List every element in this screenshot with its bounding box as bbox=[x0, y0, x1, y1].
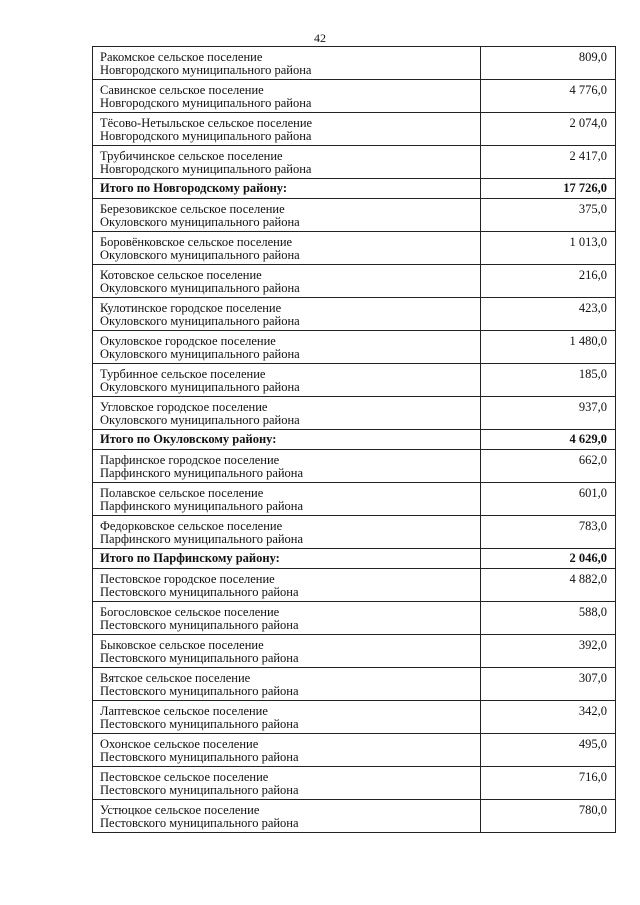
settlement-name bbox=[93, 80, 481, 113]
settlement-name bbox=[93, 364, 481, 397]
settlement-name-line: Лаптевское сельское поселение bbox=[100, 704, 268, 718]
allocation-amount: 937,0 bbox=[481, 397, 616, 430]
settlement-name bbox=[93, 483, 481, 516]
page-number: 42 bbox=[314, 31, 326, 45]
allocation-amount: 783,0 bbox=[481, 516, 616, 549]
settlement-name bbox=[93, 331, 481, 364]
district-total-label: Итого по Новгородскому району: bbox=[93, 179, 481, 199]
municipal-district-line: Парфинского муниципального района bbox=[100, 499, 304, 513]
municipal-district-line: Окуловского муниципального района bbox=[100, 281, 300, 295]
settlement-row bbox=[93, 113, 616, 146]
settlement-name bbox=[93, 47, 481, 80]
settlement-name bbox=[93, 569, 481, 602]
settlement-name bbox=[93, 397, 481, 430]
settlement-name-line: Охонское сельское поселение bbox=[100, 737, 259, 751]
allocation-amount: 375,0 bbox=[481, 199, 616, 232]
allocation-amount: 392,0 bbox=[481, 635, 616, 668]
district-total-row bbox=[93, 549, 616, 569]
settlement-row bbox=[93, 331, 616, 364]
settlement-name-line: Савинское сельское поселение bbox=[100, 83, 264, 97]
settlement-row bbox=[93, 397, 616, 430]
municipal-district-line: Окуловского муниципального района bbox=[100, 380, 300, 394]
municipal-district-line: Пестовского муниципального района bbox=[100, 816, 299, 830]
settlement-name-line: Березовикское сельское поселение bbox=[100, 202, 285, 216]
settlement-name-line: Кулотинское городское поселение bbox=[100, 301, 282, 315]
district-total-row bbox=[93, 179, 616, 199]
total-amount: 4 629,0 bbox=[481, 430, 616, 450]
municipal-district-line: Парфинского муниципального района bbox=[100, 466, 304, 480]
municipal-district-line: Окуловского муниципального района bbox=[100, 413, 300, 427]
settlement-row bbox=[93, 483, 616, 516]
settlement-row bbox=[93, 199, 616, 232]
allocation-amount: 662,0 bbox=[481, 450, 616, 483]
settlement-name-line: Быковское сельское поселение bbox=[100, 638, 264, 652]
settlement-row bbox=[93, 767, 616, 800]
settlement-name-line: Боровёнковское сельское поселение bbox=[100, 235, 293, 249]
settlement-name bbox=[93, 113, 481, 146]
settlement-name-line: Федорковское сельское поселение bbox=[100, 519, 283, 533]
allocation-amount: 2 417,0 bbox=[481, 146, 616, 179]
settlement-row bbox=[93, 450, 616, 483]
table-body bbox=[93, 47, 616, 833]
allocation-amount: 307,0 bbox=[481, 668, 616, 701]
settlement-name-line: Тёсово-Нетыльское сельское поселение bbox=[100, 116, 313, 130]
allocation-amount: 4 776,0 bbox=[481, 80, 616, 113]
settlement-name-line: Ракомское сельское поселение bbox=[100, 50, 263, 64]
municipal-district-line: Окуловского муниципального района bbox=[100, 215, 300, 229]
settlement-row bbox=[93, 516, 616, 549]
allocation-amount: 423,0 bbox=[481, 298, 616, 331]
settlement-name bbox=[93, 232, 481, 265]
settlement-name-line: Пестовское сельское поселение bbox=[100, 770, 269, 784]
settlement-row bbox=[93, 47, 616, 80]
municipal-district-line: Окуловского муниципального района bbox=[100, 347, 300, 361]
allocation-amount: 216,0 bbox=[481, 265, 616, 298]
municipal-district-line: Пестовского муниципального района bbox=[100, 717, 299, 731]
settlement-row bbox=[93, 800, 616, 833]
settlement-name bbox=[93, 199, 481, 232]
allocation-amount: 495,0 bbox=[481, 734, 616, 767]
allocation-amount: 185,0 bbox=[481, 364, 616, 397]
allocation-amount: 342,0 bbox=[481, 701, 616, 734]
allocation-amount: 809,0 bbox=[481, 47, 616, 80]
municipal-district-line: Пестовского муниципального района bbox=[100, 684, 299, 698]
settlement-name bbox=[93, 668, 481, 701]
district-total-label: Итого по Окуловскому району: bbox=[93, 430, 481, 450]
allocation-amount: 4 882,0 bbox=[481, 569, 616, 602]
municipal-district-line: Новгородского муниципального района bbox=[100, 63, 312, 77]
settlement-row bbox=[93, 146, 616, 179]
settlement-name bbox=[93, 635, 481, 668]
allocation-amount: 601,0 bbox=[481, 483, 616, 516]
settlement-name-line: Полавское сельское поселение bbox=[100, 486, 264, 500]
settlement-row bbox=[93, 734, 616, 767]
settlement-name bbox=[93, 602, 481, 635]
settlement-name bbox=[93, 516, 481, 549]
settlement-name bbox=[93, 701, 481, 734]
allocation-amount: 1 013,0 bbox=[481, 232, 616, 265]
municipal-district-line: Пестовского муниципального района bbox=[100, 618, 299, 632]
settlement-name bbox=[93, 146, 481, 179]
allocation-amount: 2 074,0 bbox=[481, 113, 616, 146]
municipal-district-line: Пестовского муниципального района bbox=[100, 651, 299, 665]
settlement-row bbox=[93, 80, 616, 113]
municipal-district-line: Новгородского муниципального района bbox=[100, 96, 312, 110]
settlement-name-line: Богословское сельское поселение bbox=[100, 605, 280, 619]
municipal-district-line: Парфинского муниципального района bbox=[100, 532, 304, 546]
budget-allocation-table bbox=[92, 46, 616, 833]
settlement-name bbox=[93, 767, 481, 800]
settlement-name bbox=[93, 734, 481, 767]
municipal-district-line: Новгородского муниципального района bbox=[100, 162, 312, 176]
municipal-district-line: Пестовского муниципального района bbox=[100, 585, 299, 599]
settlement-name-line: Пестовское городское поселение bbox=[100, 572, 275, 586]
settlement-row bbox=[93, 635, 616, 668]
allocation-amount: 716,0 bbox=[481, 767, 616, 800]
settlement-name bbox=[93, 800, 481, 833]
municipal-district-line: Пестовского муниципального района bbox=[100, 750, 299, 764]
allocation-amount: 588,0 bbox=[481, 602, 616, 635]
district-total-label: Итого по Парфинскому району: bbox=[93, 549, 481, 569]
total-amount: 17 726,0 bbox=[481, 179, 616, 199]
settlement-row bbox=[93, 364, 616, 397]
settlement-name-line: Трубичинское сельское поселение bbox=[100, 149, 283, 163]
settlement-name bbox=[93, 450, 481, 483]
municipal-district-line: Окуловского муниципального района bbox=[100, 314, 300, 328]
settlement-row bbox=[93, 668, 616, 701]
settlement-name-line: Окуловское городское поселение bbox=[100, 334, 276, 348]
municipal-district-line: Окуловского муниципального района bbox=[100, 248, 300, 262]
settlement-name-line: Котовское сельское поселение bbox=[100, 268, 262, 282]
settlement-name-line: Парфинское городское поселение bbox=[100, 453, 280, 467]
allocation-amount: 1 480,0 bbox=[481, 331, 616, 364]
total-amount: 2 046,0 bbox=[481, 549, 616, 569]
municipal-district-line: Пестовского муниципального района bbox=[100, 783, 299, 797]
settlement-row bbox=[93, 232, 616, 265]
settlement-row bbox=[93, 569, 616, 602]
settlement-row bbox=[93, 602, 616, 635]
settlement-row bbox=[93, 265, 616, 298]
municipal-district-line: Новгородского муниципального района bbox=[100, 129, 312, 143]
settlement-name bbox=[93, 265, 481, 298]
settlement-name bbox=[93, 298, 481, 331]
district-total-row bbox=[93, 430, 616, 450]
settlement-row bbox=[93, 298, 616, 331]
settlement-name-line: Турбинное сельское поселение bbox=[100, 367, 266, 381]
allocation-amount: 780,0 bbox=[481, 800, 616, 833]
settlement-row bbox=[93, 701, 616, 734]
settlement-name-line: Угловское городское поселение bbox=[100, 400, 268, 414]
settlement-name-line: Устюцкое сельское поселение bbox=[100, 803, 260, 817]
settlement-name-line: Вятское сельское поселение bbox=[100, 671, 251, 685]
